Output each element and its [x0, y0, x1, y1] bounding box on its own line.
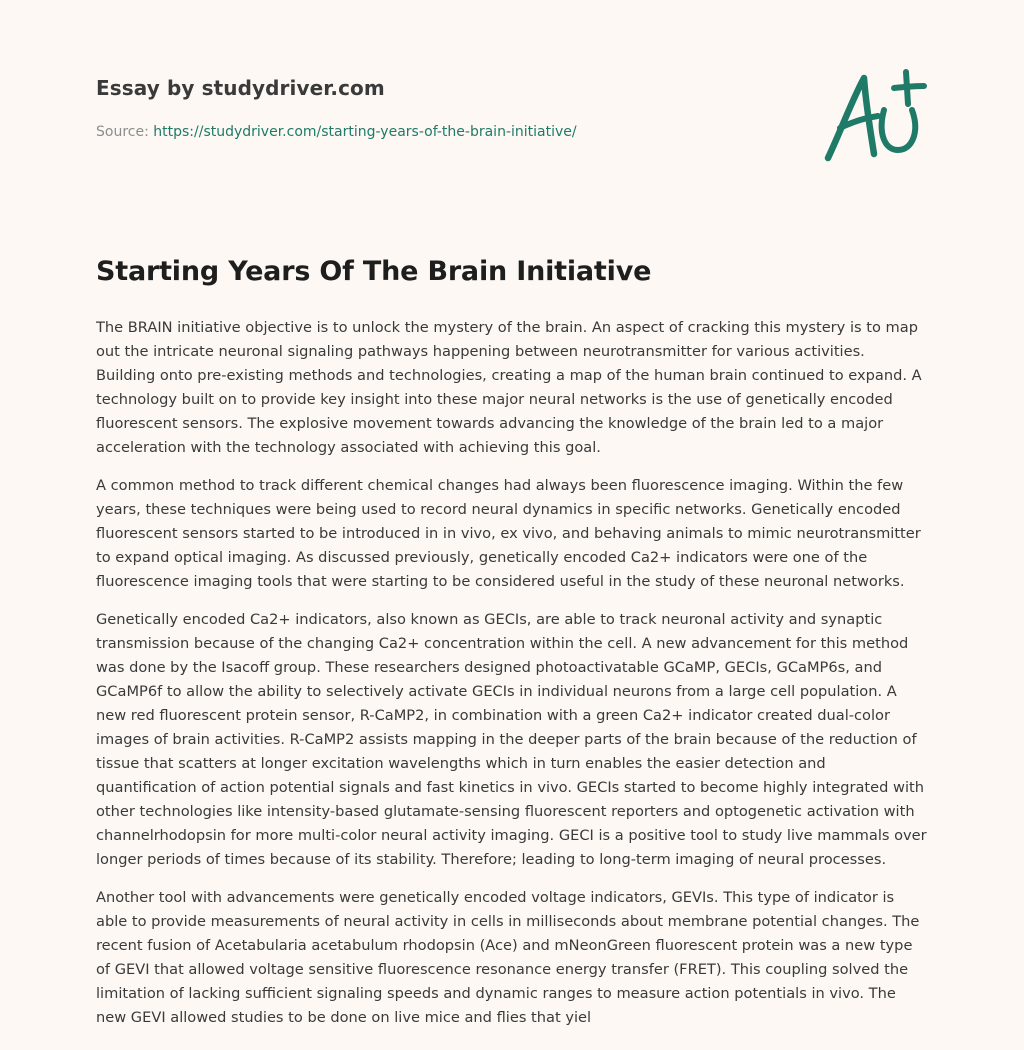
essay-title: Starting Years Of The Brain Initiative	[96, 256, 652, 287]
paragraph: The BRAIN initiative objective is to unlock the mystery of the brain. An aspect of cracking this mystery is to map out the intricate neuronal signaling pathways happening between neurotransmitter for various activities. Building onto pre-existing methods and technologies, creating a map of the human brain continued to expand. A technology built on to provide key insight into these major neural networks is the use of genetically encoded fluorescent sensors. The explosive movement towards advancing the knowledge of the brain led to a major acceleration with the technology associated with achieving this goal.	[96, 319, 922, 456]
source-line	[96, 124, 577, 140]
essay-body	[96, 316, 928, 1044]
a-plus-icon	[820, 66, 930, 166]
paragraph: Genetically encoded Ca2+ indicators, also known as GECIs, are able to track neuronal activity and synaptic transmission because of the changing Ca2+ concentration within the cell. A new advancement for this method was done by the Isacoff group. These researchers designed photoactivatable GCaMP, GECIs, GCaMP6s, and GCaMP6f to allow the ability to selectively activate GECIs in individual neurons from a large cell population. A new red fluorescent protein sensor, R-CaMP2, in combination with a green Ca2+ indicator created dual-color images of brain activities. R-CaMP2 assists mapping in the deeper parts of the brain because of the reduction of tissue that scatters at longer excitation wavelengths which in turn enables the easier detection and quantification of action potential signals and fast kinetics in vivo. GECIs started to become highly integrated with other technologies like intensity-based glutamate-sensing fluorescent reporters and optogenetic activation with channelrhodopsin for more multi-color neural activity imaging. GECI is a positive tool to study live mammals over longer periods of times because of its stability. Therefore; leading to long-term imaging of neural processes.	[96, 611, 927, 868]
paragraph: Another tool with advancements were genetically encoded voltage indicators, GEVIs. This type of indicator is able to provide measurements of neural activity in cells in milliseconds about membrane potential changes. The recent fusion of Acetabularia acetabulum rhodopsin (Ace) and mNeonGreen fluorescent protein was a new type of GEVI that allowed voltage sensitive fluorescence resonance energy transfer (FRET). This coupling solved the limitation of lacking sufficient signaling speeds and dynamic ranges to measure action potentials in vivo. The new GEVI allowed studies to be done on live mice and flies that yiel	[96, 889, 920, 1026]
site-header-title: Essay by studydriver.com	[96, 76, 385, 100]
paragraph: A common method to track different chemical changes had always been fluorescence imaging. Within the few years, these techniques were being used to record neural dynamics in specific networks. Genetically encoded fluorescent sensors started to be introduced in in vivo, ex vivo, and behaving animals to mimic neurotransmitter to expand optical imaging. As discussed previously, genetically encoded Ca2+ indicators were one of the fluorescence imaging tools that were starting to be considered useful in the study of these neuronal networks.	[96, 477, 921, 590]
source-label: Source:	[96, 124, 149, 140]
source-link[interactable]: https://studydriver.com/starting-years-of-the-brain-initiative/	[153, 124, 577, 140]
